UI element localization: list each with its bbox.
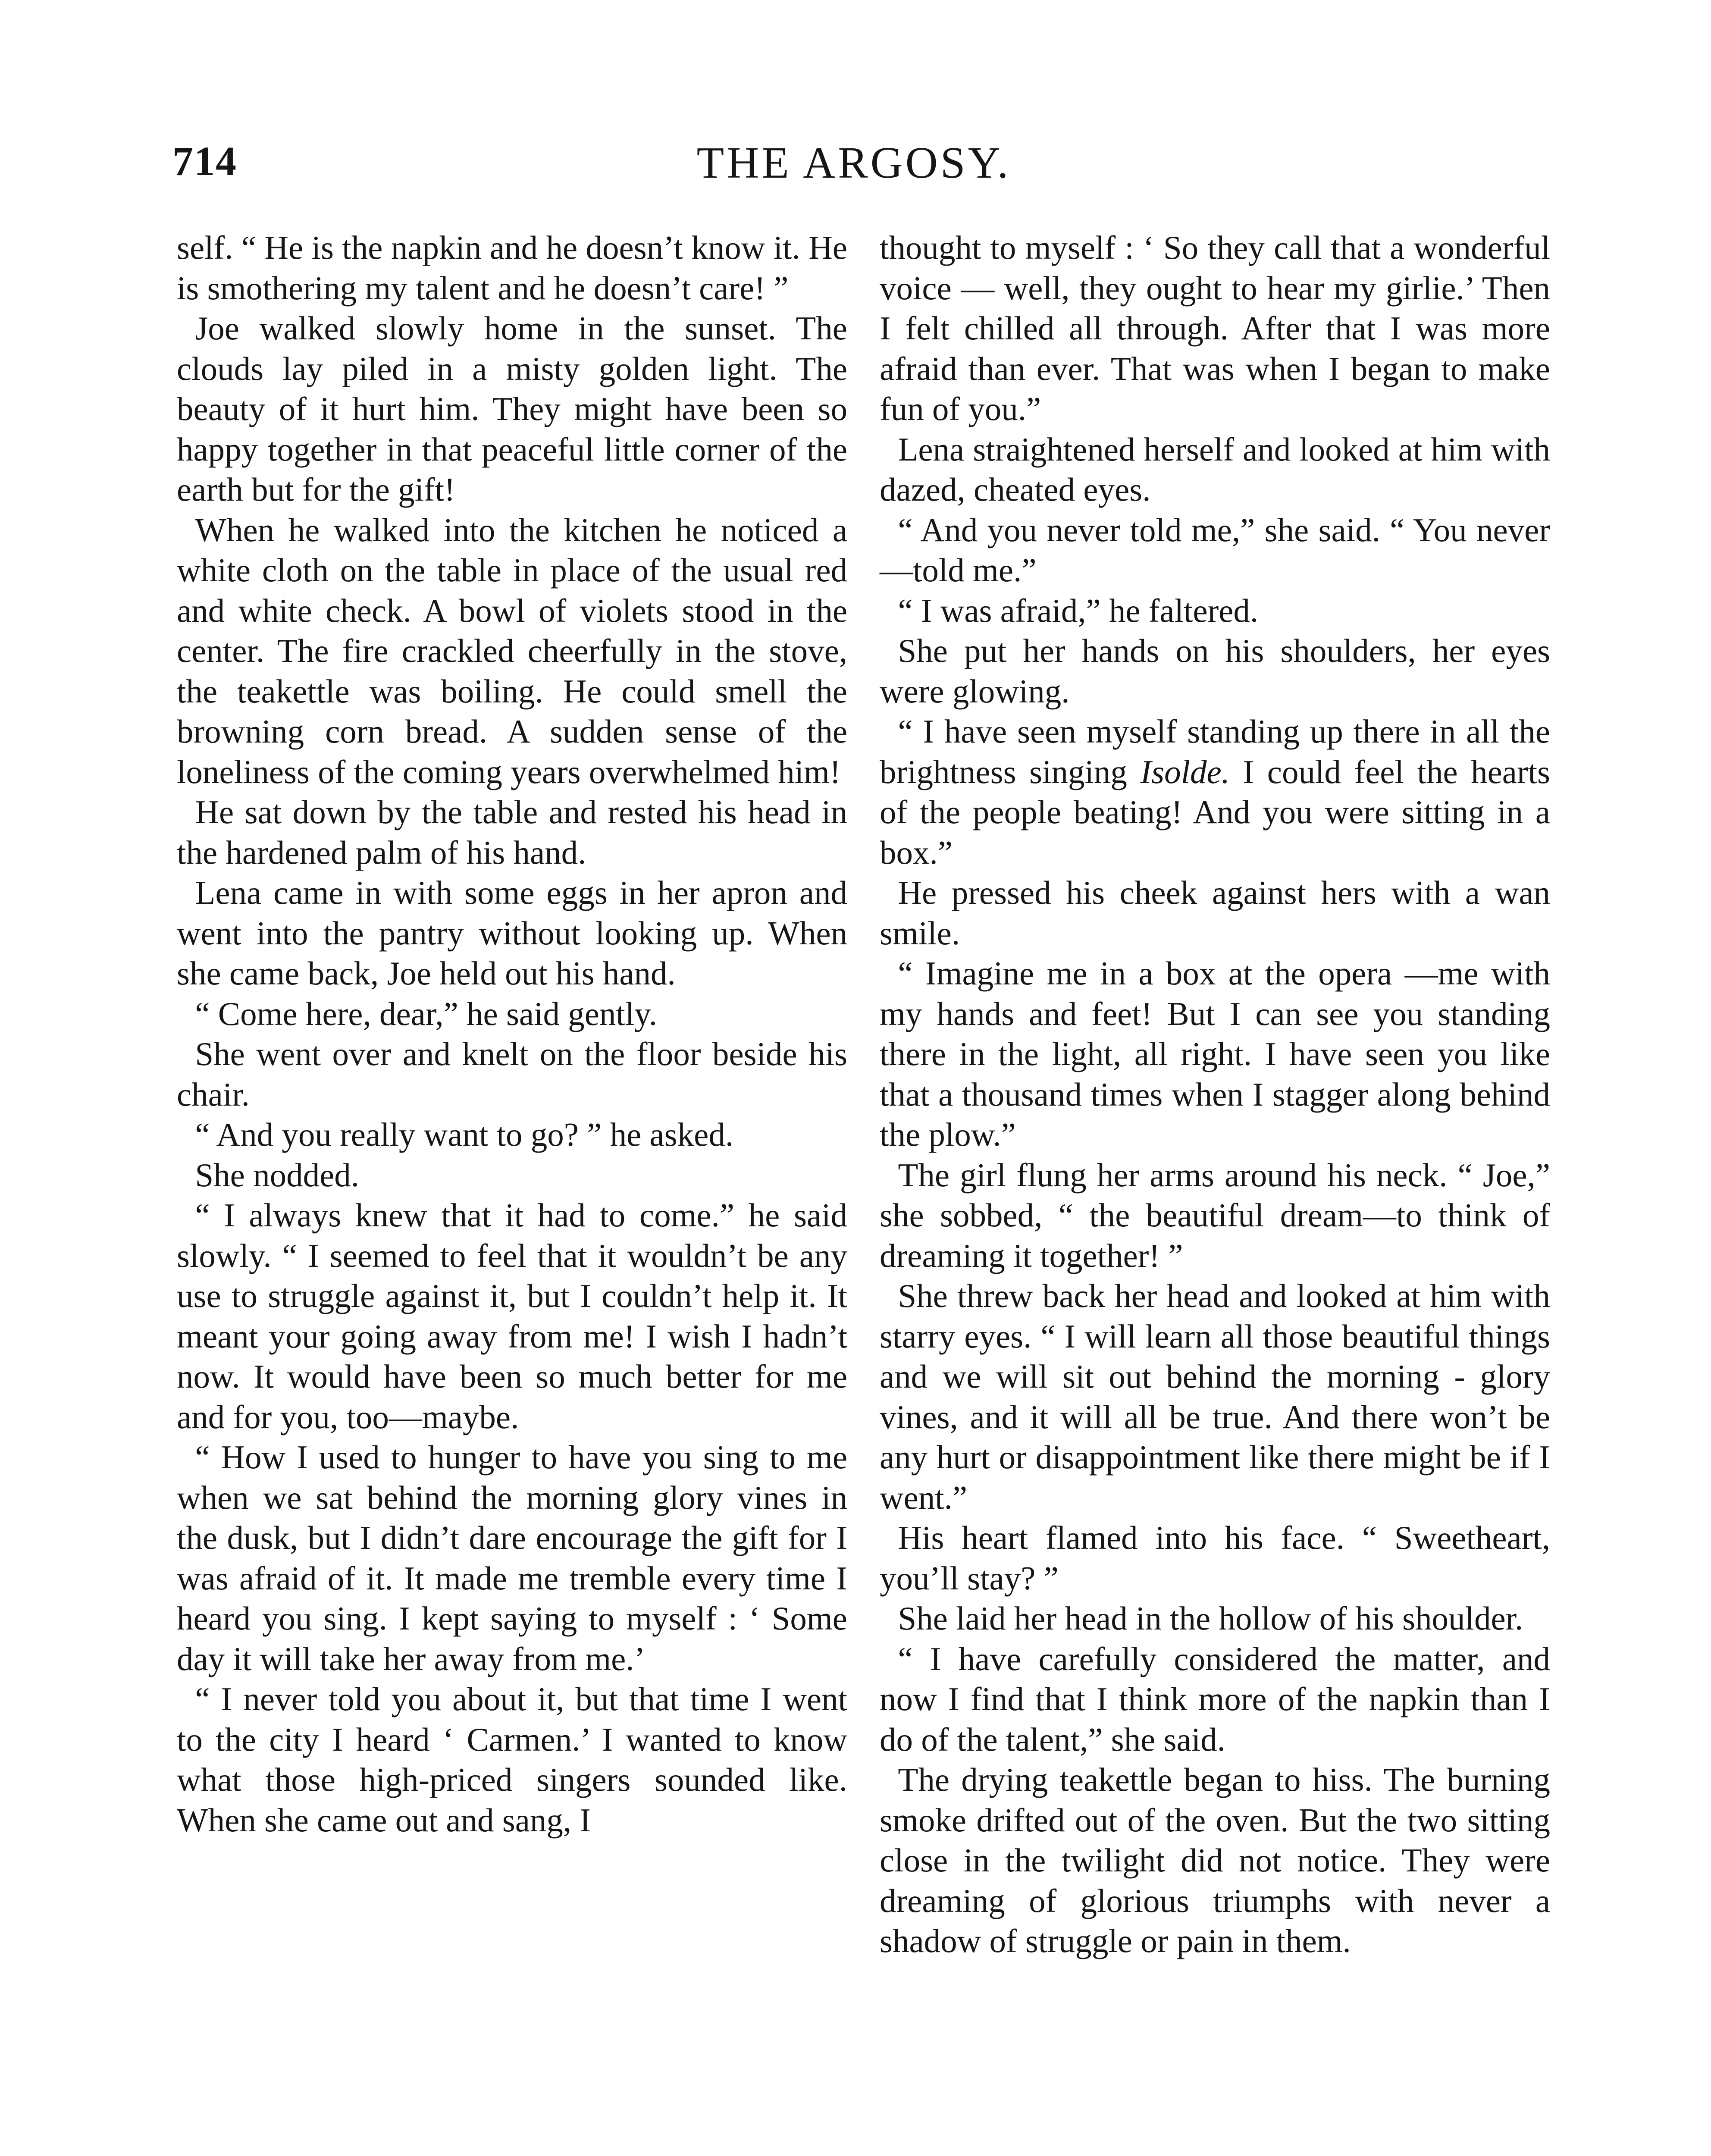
paragraph-text: I could feel the hearts of the people beating! And you were sitting in a box.” <box>880 753 1550 871</box>
paragraph: “ I never told you about it, but that time I went to the city I heard ‘ Carmen.’ I wanted to know what those high-priced singers sounded like. When she came out and sang, I <box>177 1680 847 1839</box>
paragraph: Lena straightened herself and looked at him with dazed, cheated eyes. <box>880 430 1550 508</box>
paragraph: “ And you really want to go? ” he asked. <box>195 1116 734 1153</box>
paragraph: “ Come here, dear,” he said gently. <box>195 995 657 1032</box>
paragraph: “ I was afraid,” he faltered. <box>898 592 1259 629</box>
paragraph-text: “ I have seen myself standing up there in all the brightness singing <box>880 713 1550 790</box>
right-text-column <box>880 228 1550 1962</box>
paragraph: The girl flung her arms around his neck. “ Joe,” she sobbed, “ the beautiful dream—to think of dreaming it together! ” <box>880 1156 1550 1274</box>
paragraph: “ And you never told me,” she said. “ You never—told me.” <box>880 511 1550 589</box>
paragraph: She put her hands on his shoulders, her eyes were glowing. <box>880 632 1550 710</box>
paragraph: When he walked into the kitchen he noticed a white cloth on the table in place of the usual red and white check. A bowl of violets stood in the center. The fire crackled cheerfully in the stove, the teakettle was boiling. He could smell the browning corn bread. A sudden sense of the loneliness of the coming years overwhelmed him! <box>177 511 847 790</box>
paragraph: “ I have carefully considered the matter, and now I find that I think more of the napkin than I do of the talent,” she said. <box>880 1640 1550 1758</box>
italic-title: Isolde. <box>1140 753 1230 790</box>
paragraph: “ How I used to hunger to have you sing to me when we sat behind the morning glory vines in the dusk, but I didn’t dare encourage the gift for I was afraid of it. It made me tremble every time I heard you sing. I kept saying to myself : ‘ Some day it will take her away from me.’ <box>177 1438 847 1677</box>
left-text-column <box>177 228 847 1840</box>
paragraph: He sat down by the table and rested his head in the hardened palm of his hand. <box>177 793 847 871</box>
paragraph: Joe walked slowly home in the sunset. The clouds lay piled in a misty golden light. The beauty of it hurt him. They might have been so happy together in that peaceful little corner of the earth but for the gift! <box>177 310 847 508</box>
paragraph: “ I always knew that it had to come.” he said slowly. “ I seemed to feel that it wouldn’t be any use to struggle against it, but I couldn’t help it. It meant your going away from me! I wish I hadn’t now. It would have been so much better for me and for you, too—maybe. <box>177 1197 847 1435</box>
paragraph: thought to myself : ‘ So they call that a wonderful voice — well, they ought to hear my girlie.’ Then I felt chilled all through. After that I was more afraid than ever. That was when I began to make fun of you.” <box>880 229 1550 427</box>
running-title: THE ARGOSY. <box>696 138 1011 188</box>
page-number: 714 <box>172 138 237 184</box>
paragraph: She laid her head in the hollow of his shoulder. <box>898 1600 1523 1637</box>
paragraph: She threw back her head and looked at him with starry eyes. “ I will learn all those beautiful things and we will sit out behind the morning - glory vines, and it will all be true. And there won’t be any hurt or disappointment like there might be if I went.” <box>880 1277 1550 1516</box>
paragraph: He pressed his cheek against hers with a wan smile. <box>880 874 1550 952</box>
paragraph: The drying teakettle began to hiss. The burning smoke drifted out of the oven. But the two sitting close in the twilight did not notice. They were dreaming of glorious triumphs with never a shadow of struggle or pain in them. <box>880 1761 1550 1959</box>
paragraph: Lena came in with some eggs in her apron and went into the pantry without looking up. When she came back, Joe held out his hand. <box>177 874 847 992</box>
paragraph <box>880 711 1550 873</box>
paragraph: His heart flamed into his face. “ Sweetheart, you’ll stay? ” <box>880 1519 1550 1597</box>
paragraph: “ Imagine me in a box at the opera —me with my hands and feet! But I can see you standing there in the light, all right. I have seen you like that a thousand times when I stagger along behind the plow.” <box>880 955 1550 1153</box>
paragraph: She went over and knelt on the floor beside his chair. <box>177 1035 847 1113</box>
paragraph: She nodded. <box>195 1156 360 1194</box>
paragraph: self. “ He is the napkin and he doesn’t know it. He is smothering my talent and he doesn’t care! ” <box>177 229 847 307</box>
page-header <box>172 137 1535 202</box>
